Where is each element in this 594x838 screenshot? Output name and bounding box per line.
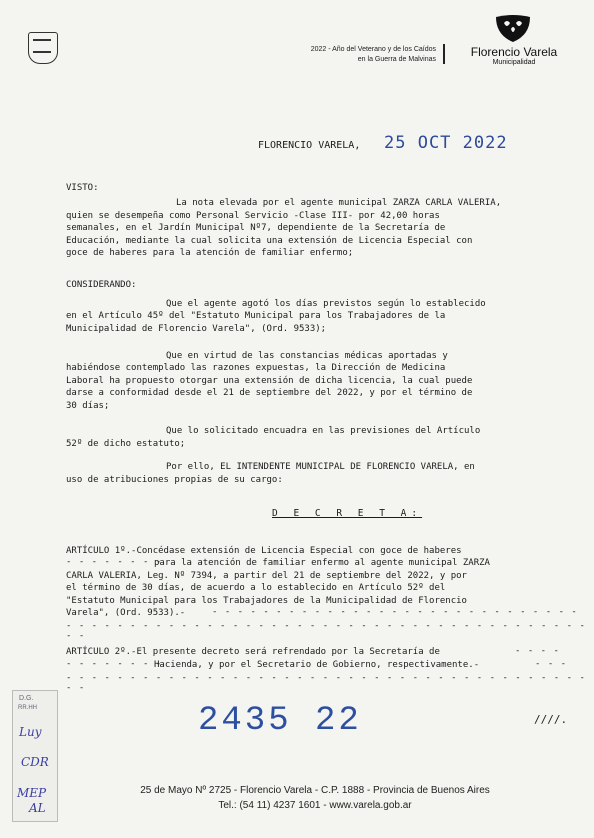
considerando-line: Que el agente agotó los días previstos según lo establecido: [166, 299, 486, 309]
dateline-place: FLORENCIO VARELA,: [258, 140, 361, 151]
article-1-line: CARLA VALERIA, Leg. Nº 7394, a partir del 21 de septiembre del 2022, y por: [66, 571, 467, 581]
considerando-line: 52º de dicho estatuto;: [66, 439, 186, 449]
considerando-line: en el Artículo 45º del "Estatuto Municipal para los Trabajadores de la: [66, 311, 446, 321]
visto-line: semanales, en el Jardín Municipal Nº7, dependiente de la Secretaría de: [66, 223, 446, 233]
visto-line: goce de haberes para la atención de familiar enfermo;: [66, 248, 354, 258]
considerando-line: Laboral ha propuesto otorgar una extensión de dicha licencia, la cual puede: [66, 376, 473, 386]
fill-dashes: - - - - - - - -: [66, 557, 163, 567]
florencio-varela-logo-icon: [494, 15, 532, 43]
considerando-line: Municipalidad de Florencio Varela", (Ord. 9533);: [66, 324, 327, 334]
decreta-heading: D E C R E T A:: [272, 508, 423, 519]
brand-name: Florencio Varela: [470, 45, 558, 59]
fill-dashes: - - - - - - - - - - - - - - - - - - - - - - - - - - - - - - - - - - - - - - - - - - -: [66, 673, 586, 693]
footer-contact: Tel.: (54 11) 4237 1601 - www.varela.gob.ar: [218, 800, 412, 811]
year-motto-line2: en la Guerra de Malvinas: [357, 56, 436, 63]
handwritten-initial: MEP: [17, 786, 47, 800]
considerando-line: 30 días;: [66, 401, 110, 411]
considerando-line: darse a conformidad desde el 21 de septiembre del 2022, y por el término de: [66, 388, 473, 398]
year-motto-line1: 2022 - Año del Veterano y de los Caídos: [310, 46, 436, 53]
dateline-date-stamp: 25 OCT 2022: [384, 133, 508, 153]
stamp-line2: RR.HH: [18, 705, 37, 711]
fill-dashes: - - - - - - - - - - - - - - - - - - - - - - - - - - - - - - - - - - - - - - - - - - -: [66, 621, 586, 641]
article-1-line: ARTÍCULO 1º.-Concédase extensión de Licencia Especial con goce de haberes: [66, 546, 462, 556]
considerando-line: Que en virtud de las constancias médicas aportadas y: [166, 351, 448, 361]
brand-subtitle: Municipalidad: [492, 59, 536, 66]
handwritten-initial: AL: [29, 801, 46, 815]
fill-dashes: - - -: [535, 659, 568, 669]
municipal-seal-icon: [28, 32, 58, 64]
decree-number-stamp: 2435 22: [198, 702, 362, 740]
visto-line: quien se desempeña como Personal Servicio -Clase III- por 42,00 horas: [66, 211, 440, 221]
considerando-line: uso de atribuciones propias de su cargo:: [66, 475, 283, 485]
handwritten-initial: Luy: [19, 725, 42, 739]
article-1-line: Varela", (Ord. 9533).-: [66, 608, 186, 618]
article-1-line: el término de 30 días, de acuerdo a lo establecido en Artículo 52º del: [66, 583, 446, 593]
fill-dashes: - - - - - - - - - - - - - - - - - - - - - - - - - - - - -: [212, 607, 578, 617]
year-motto: [200, 45, 436, 65]
fill-dashes: - - - -: [515, 646, 560, 656]
margin-ticks: ////.: [534, 713, 568, 726]
footer-address: 25 de Mayo Nº 2725 - Florencio Varela - C.P. 1888 - Provincia de Buenos Aires: [140, 785, 490, 796]
visto-label: VISTO:: [66, 183, 99, 193]
considerando-label: CONSIDERANDO:: [66, 280, 137, 290]
fill-dashes: - - - - - - - -: [66, 659, 163, 669]
considerando-line: Por ello, EL INTENDENTE MUNICIPAL DE FLORENCIO VARELA, en: [166, 462, 475, 472]
article-2-line: ARTÍCULO 2º.-El presente decreto será refrendado por la Secretaría de: [66, 647, 440, 657]
handwritten-initial: CDR: [21, 755, 49, 769]
article-2-line: Hacienda, y por el Secretario de Gobierno, respectivamente.-: [154, 660, 480, 670]
considerando-line: habiéndose contemplado las razones expuestas, la Dirección de Medicina: [66, 363, 446, 373]
article-1-line: para la atención de familiar enfermo al agente municipal ZARZA: [154, 558, 490, 568]
header-divider: [443, 44, 445, 64]
stamp-line1: D.G.: [19, 695, 34, 702]
visto-line: La nota elevada por el agente municipal ZARZA CARLA VALERIA,: [176, 198, 502, 208]
visto-line: Educación, mediante la cual solicita una extensión de Licencia Especial con: [66, 236, 473, 246]
initials-stamp: [12, 690, 58, 822]
article-1-line: "Estatuto Municipal para los Trabajadores de la Municipalidad de Florencio: [66, 596, 467, 606]
considerando-line: Que lo solicitado encuadra en las previsiones del Artículo: [166, 426, 481, 436]
